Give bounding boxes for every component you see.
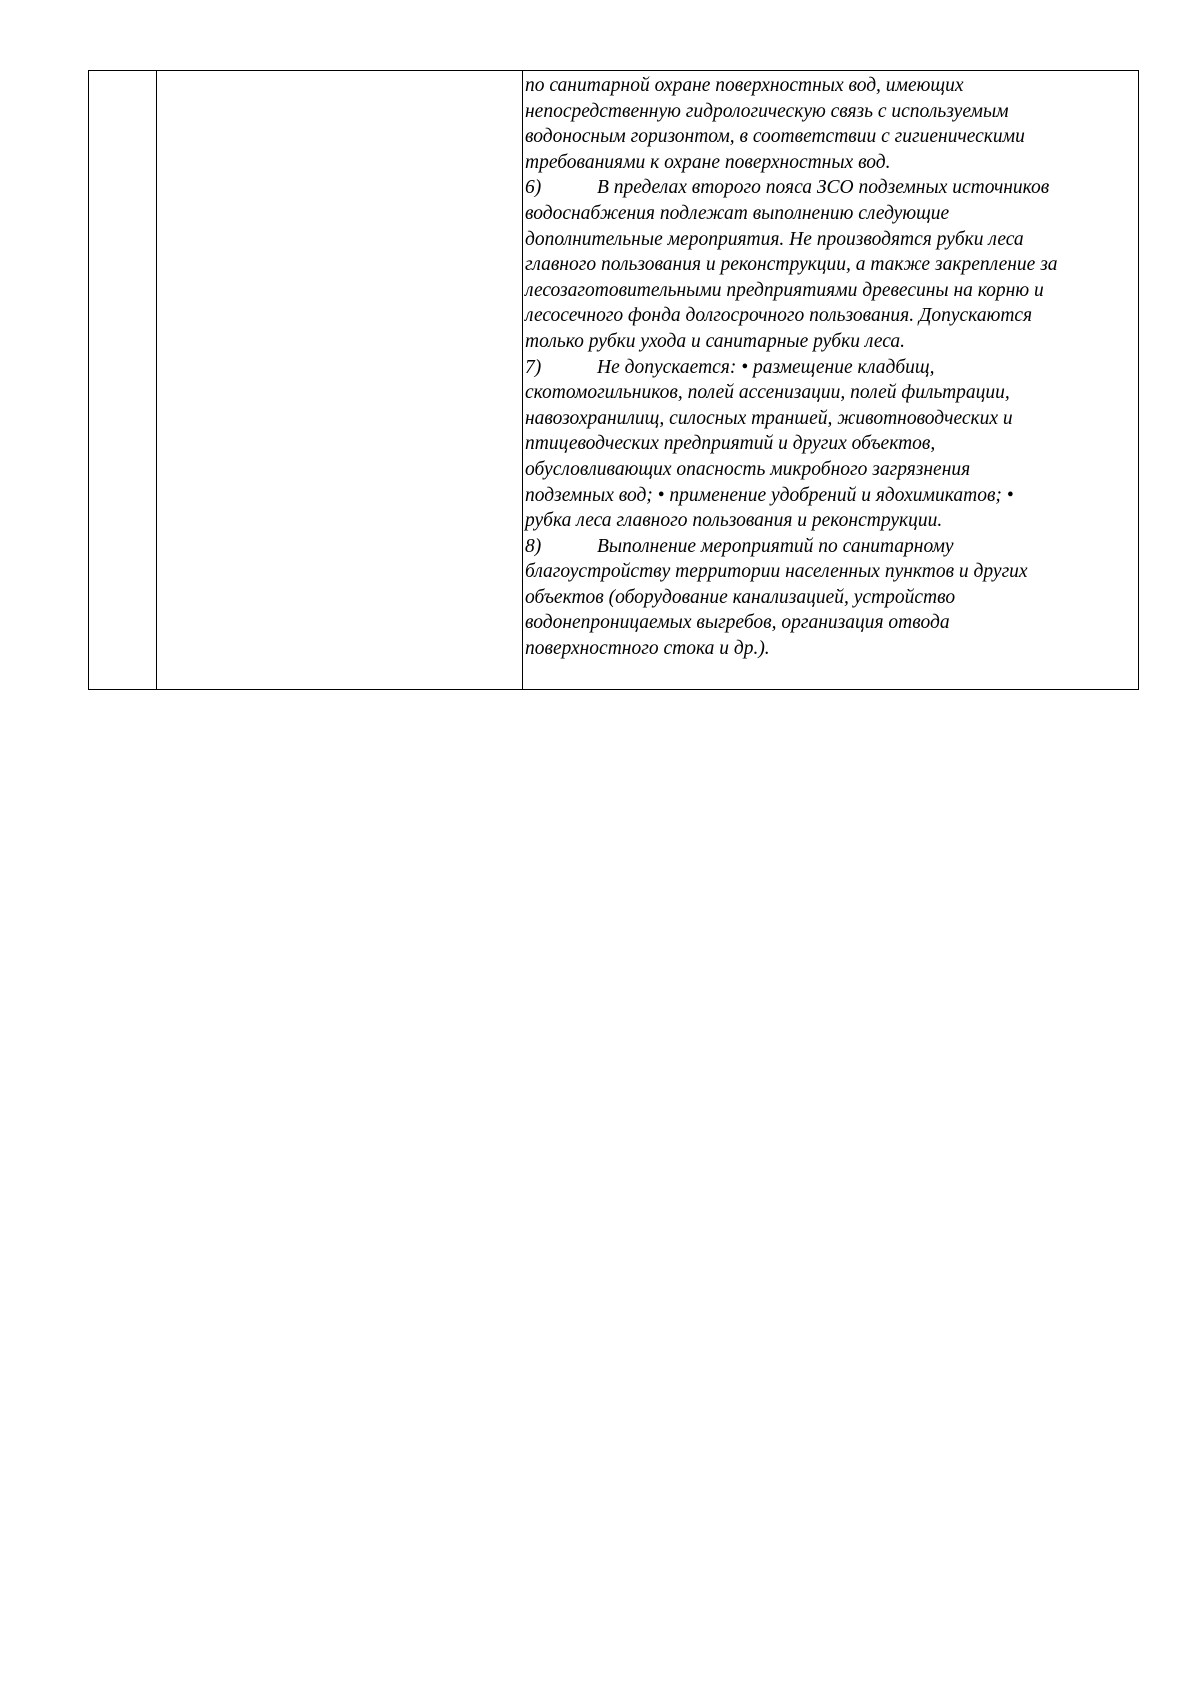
text-line: навозохранилищ, силосных траншей, животноводческих и — [525, 407, 1013, 429]
table-cell-name — [157, 71, 523, 690]
item-text: В пределах второго пояса ЗСО подземных источников — [597, 177, 1050, 199]
text-line: по санитарной охране поверхностных вод, имеющих — [525, 75, 964, 96]
text-line: дополнительные мероприятия. Не производятся рубки леса — [525, 228, 1024, 250]
text-line: только рубки ухода и санитарные рубки леса. — [525, 330, 906, 352]
table-cell-number — [89, 71, 157, 690]
text-line: птицеводческих предприятий и других объектов, — [525, 433, 936, 455]
measures-text — [523, 71, 1138, 662]
text-line: требованиями к охране поверхностных вод. — [525, 151, 891, 173]
list-item-8-first-line — [525, 534, 1138, 560]
item-number: 7) — [525, 356, 542, 378]
text-line: объектов (оборудование канализацией, устройство — [525, 586, 956, 608]
text-line: рубка леса главного пользования и реконструкции. — [525, 510, 943, 532]
item-number: 6) — [525, 177, 542, 199]
table-row — [89, 71, 1139, 690]
table-cell-measures — [523, 71, 1139, 690]
text-line: лесозаготовительными предприятиями древесины на корню и — [525, 279, 1044, 301]
text-line: скотомогильников, полей ассенизации, полей фильтрации, — [525, 382, 1010, 404]
list-item-6-first-line — [525, 175, 1138, 201]
text-line: благоустройству территории населенных пунктов и других — [525, 561, 1028, 583]
item-text: Не допускается: • размещение кладбищ, — [597, 356, 935, 378]
item-text: Выполнение мероприятий по санитарному — [597, 535, 954, 557]
document-table — [88, 70, 1139, 690]
text-line: поверхностного стока и др.). — [525, 638, 770, 660]
text-line: водоносным горизонтом, в соответствии с гигиеническими — [525, 126, 1025, 148]
text-line: подземных вод; • применение удобрений и ядохимикатов; • — [525, 484, 1014, 506]
text-line: водоснабжения подлежат выполнению следующие — [525, 202, 950, 224]
text-line: непосредственную гидрологическую связь с используемым — [525, 100, 1009, 122]
text-line: лесосечного фонда долгосрочного пользования. Допускаются — [525, 305, 1033, 327]
text-line: главного пользования и реконструкции, а также закрепление за — [525, 254, 1058, 276]
text-line: обусловливающих опасность микробного загрязнения — [525, 458, 971, 480]
text-line: водонепроницаемых выгребов, организация отвода — [525, 612, 950, 634]
list-item-7-first-line — [525, 355, 1138, 381]
item-number: 8) — [525, 535, 542, 557]
